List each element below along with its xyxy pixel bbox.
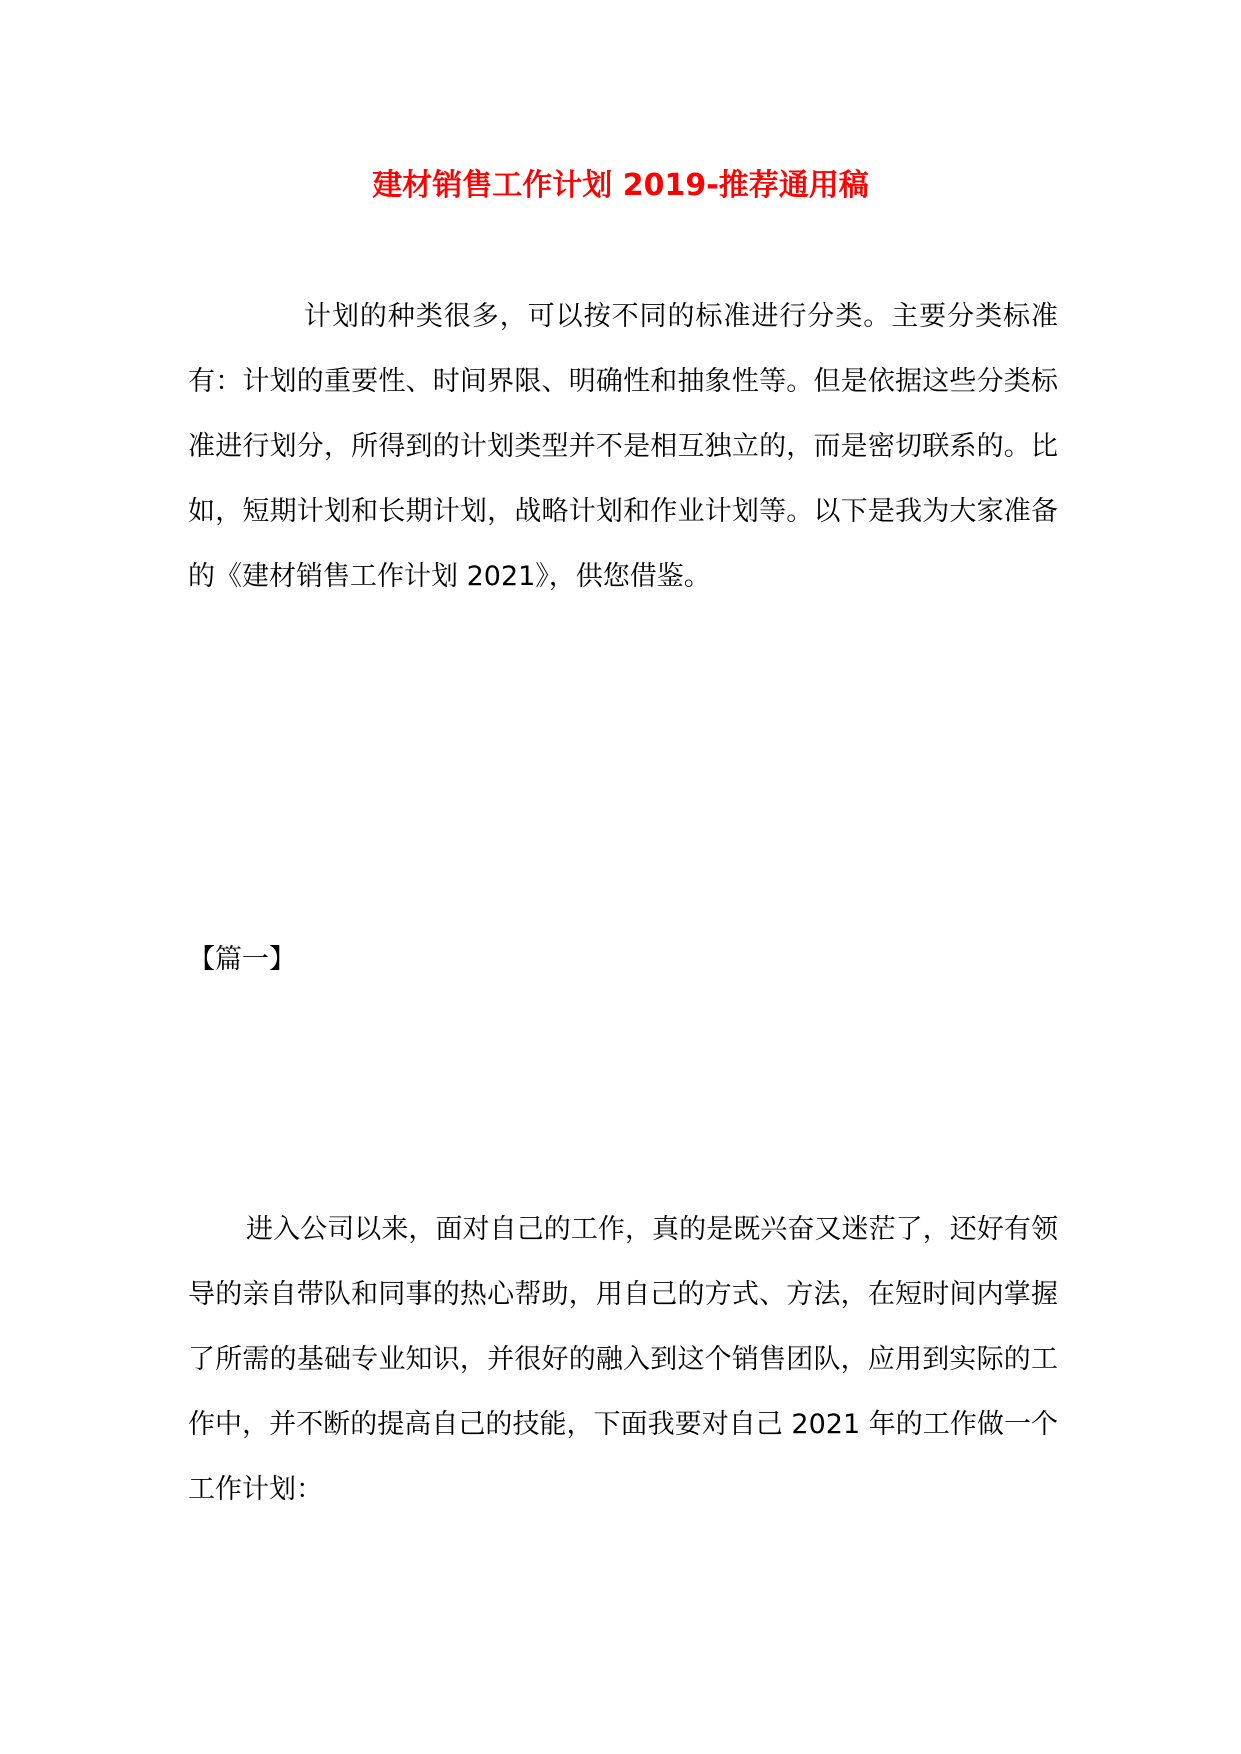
intro-paragraph: 计划的种类很多，可以按不同的标准进行分类。主要分类标准有：计划的重要性、时间界限、明确性和抽象性等。但是依据这些分类标准进行划分，所得到的计划类型并不是相互独立的，而是密切联系的。比如，短期计划和长期计划，战略计划和作业计划等。以下是我为大家准备的《建材销售工作计划 2021》，供您借鉴。 (188, 301, 1058, 592)
section-heading: 【篇一】 (188, 944, 296, 975)
document-title: 建材销售工作计划 2019-推荐通用稿 (372, 168, 869, 203)
body-paragraph: 进入公司以来，面对自己的工作，真的是既兴奋又迷茫了，还好有领导的亲自带队和同事的热心帮助，用自己的方式、方法，在短时间内掌握了所需的基础专业知识，并很好的融入到这个销售团队，应用到实际的工作中，并不断的提高自己的技能，下面我要对自己 2021 年的工作做一个工作计划： (188, 1214, 1058, 1505)
